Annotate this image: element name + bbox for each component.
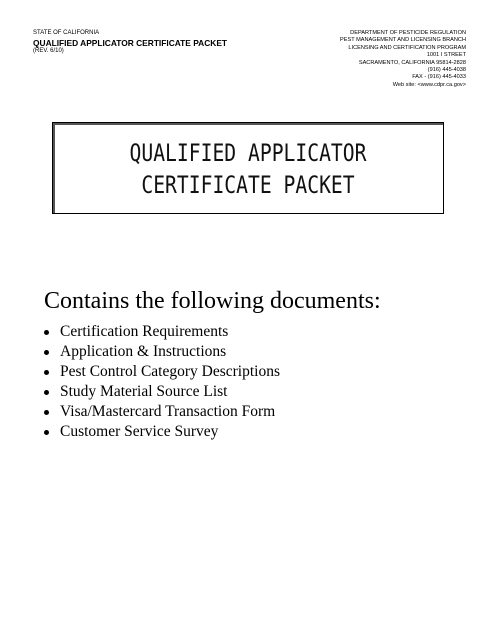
program-name: LICENSING AND CERTIFICATION PROGRAM [348,44,466,51]
list-item-label: Pest Control Category Descriptions [60,363,280,380]
bullet-icon [44,350,49,355]
list-item [44,382,280,402]
title-box [52,122,444,214]
department-name: DEPARTMENT OF PESTICIDE REGULATION [350,30,466,36]
phone-number: (916) 445-4038 [427,67,466,74]
title-line-1: QUALIFIED APPLICATOR [129,139,367,167]
form-title: QUALIFIED APPLICATOR CERTIFICATE PACKET [33,37,228,48]
fax-number: FAX - (916) 445-4033 [412,74,466,81]
list-item [44,322,280,342]
list-item [44,342,280,362]
branch-name: PEST MANAGEMENT AND LICENSING BRANCH [340,37,466,44]
bullet-icon [44,330,49,335]
list-item-label: Certification Requirements [60,323,229,340]
list-item-label: Study Material Source List [60,383,228,400]
list-item [44,422,280,442]
state-label: STATE OF CALIFORNIA [33,30,100,36]
header-left-block [33,30,227,55]
title-line-2: CERTIFICATE PACKET [141,171,355,199]
street-address: 1001 I STREET [426,52,466,59]
list-item-label: Visa/Mastercard Transaction Form [60,403,276,420]
website-address: Web site: <www.cdpr.ca.gov> [392,81,466,88]
header-right-block [340,30,466,89]
city-address: SACRAMENTO, CALIFORNIA 95814-2828 [358,59,466,66]
bullet-icon [44,410,49,415]
list-item [44,402,280,422]
list-item [44,362,280,382]
bullet-icon [44,370,49,375]
list-item-label: Customer Service Survey [60,423,219,440]
revision-label: (REV. 6/10) [33,47,64,54]
document-list [44,322,280,442]
bullet-icon [44,430,49,435]
bullet-icon [44,390,49,395]
contents-heading: Contains the following documents: [44,288,381,314]
list-item-label: Application & Instructions [60,343,227,360]
